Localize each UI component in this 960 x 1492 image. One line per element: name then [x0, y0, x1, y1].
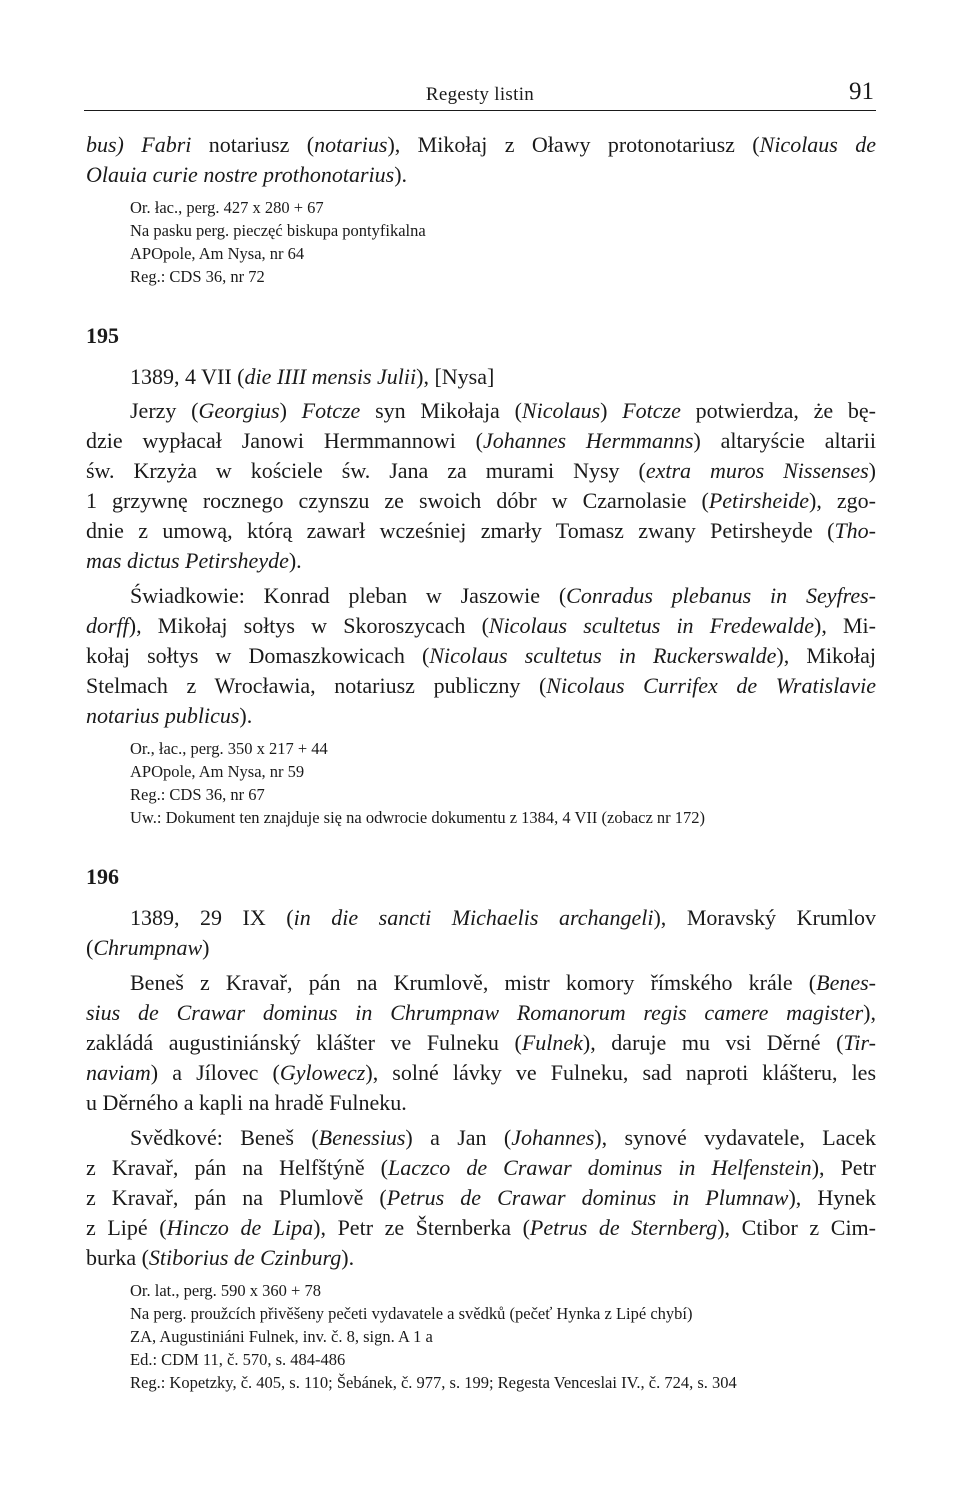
text-line: Stelmach z Wrocławia, notariusz publiczny (Nicolaus Currifex de Wratislavie [86, 673, 876, 698]
regest-entry-196 [86, 862, 876, 1394]
page-number: 91 [849, 78, 874, 105]
text-line: sius de Crawar dominus in Chrumpnaw Romanorum regis camere magister), [86, 1000, 876, 1025]
entry-number: 195 [86, 323, 119, 348]
intro-paragraph [86, 130, 876, 190]
text-line: św. Krzyża w kościele św. Jana za murami Nysy (extra muros Nissenses) [86, 458, 876, 483]
source-note: Na perg. proužcích přivěšeny pečeti vydavatele a svědků (pečeť Hynka z Lipé chybí) [130, 1304, 693, 1323]
entry-number: 196 [86, 864, 119, 889]
page-content [86, 130, 876, 1394]
text-line: zakládá augustiniánský klášter ve Fulneku (Fulnek), daruje mu vsi Děrné (Tir- [86, 1030, 876, 1055]
entry-witnesses [86, 581, 876, 731]
text-line: 1389, 29 IX (in die sancti Michaelis archangeli), Moravský Krumlov [130, 905, 877, 930]
entry-summary [86, 968, 876, 1118]
text-line: naviam) a Jílovec (Gylowecz), solné lávky ve Fulneku, sad naproti klášteru, les [86, 1060, 877, 1085]
text-line: u Děrného a kapli na hradě Fulneku. [86, 1090, 407, 1115]
source-note: Or., łac., perg. 350 x 217 + 44 [130, 739, 328, 758]
source-note: APOpole, Am Nysa, nr 59 [130, 762, 305, 781]
text-line: 1 grzywnę rocznego czynszu ze swoich dóbr w Czarnolasie (Petirsheide), zgo- [86, 488, 876, 513]
source-note: Or. łac., perg. 427 x 280 + 67 [130, 198, 324, 217]
text-line: dzie wypłacał Janowi Hermmannowi (Johannes Hermmanns) altaryście altarii [86, 428, 876, 453]
text-line: dorff), Mikołaj sołtys w Skoroszycach (Nicolaus scultetus in Fredewalde), Mi- [86, 613, 876, 638]
entry-summary [86, 396, 876, 576]
text-line: z Kravař, pán na Plumlově (Petrus de Crawar dominus in Plumnaw), Hynek [86, 1185, 876, 1210]
entry-date-line [86, 903, 876, 963]
text-line: bus) Fabri notariusz (notarius), Mikołaj z Oławy protonotariusz (Nicolaus de [86, 132, 877, 157]
text-line: Jerzy (Georgius) Fotcze syn Mikołaja (Nicolaus) Fotcze potwierdza, że bę- [130, 398, 877, 423]
text-line: notarius publicus). [86, 703, 253, 728]
text-line: kołaj sołtys w Domaszkowicach (Nicolaus scultetus in Ruckerswalde), Mikołaj [86, 643, 876, 668]
source-note: ZA, Augustiniáni Fulnek, inv. č. 8, sign. A 1 a [130, 1327, 433, 1346]
source-note: Reg.: CDS 36, nr 67 [130, 785, 265, 804]
text-line: burka (Stiborius de Czinburg). [86, 1245, 355, 1270]
source-note: Reg.: CDS 36, nr 72 [130, 267, 265, 286]
source-note: APOpole, Am Nysa, nr 64 [130, 244, 305, 263]
entry-date-line [86, 362, 876, 392]
entry-witnesses [86, 1123, 876, 1273]
entry-source-notes [86, 1279, 876, 1394]
text-line: Świadkowie: Konrad pleban w Jaszowie (Conradus plebanus in Seyfres- [130, 583, 876, 608]
source-note: Uw.: Dokument ten znajduje się na odwrocie dokumentu z 1384, 4 VII (zobacz nr 172) [130, 808, 706, 827]
text-line: mas dictus Petirsheyde). [86, 548, 302, 573]
intro-source-notes [86, 196, 876, 288]
text-line: Svědkové: Beneš (Benessius) a Jan (Johannes), synové vydavatele, Lacek [130, 1125, 876, 1150]
entry-source-notes [86, 737, 876, 829]
text-line: 1389, 4 VII (die IIII mensis Julii), [Nysa] [130, 364, 495, 389]
regest-entry-195 [86, 321, 876, 829]
source-note: Reg.: Kopetzky, č. 405, s. 110; Šebánek, č. 977, s. 199; Regesta Venceslai IV., č. 724, s. 304 [130, 1373, 737, 1392]
text-line: Beneš z Kravař, pán na Krumlově, mistr komory římského krále (Benes- [130, 970, 876, 995]
text-line: Olauia curie nostre prothonotarius). [86, 162, 408, 187]
running-title: Regesty listin [425, 84, 535, 105]
page-header [84, 78, 876, 111]
text-line: dnie z umową, którą zawarł wcześniej zmarły Tomasz zwany Petirsheyde (Tho- [86, 518, 876, 543]
text-line: (Chrumpnaw) [86, 935, 210, 960]
text-line: z Lipé (Hinczo de Lipa), Petr ze Šternberka (Petrus de Sternberg), Ctibor z Cim- [86, 1215, 876, 1240]
text-line: z Kravař, pán na Helfštýně (Laczco de Crawar dominus in Helfenstein), Petr [86, 1155, 877, 1180]
source-note: Ed.: CDM 11, č. 570, s. 484-486 [130, 1350, 346, 1369]
source-note: Na pasku perg. pieczęć biskupa pontyfikalna [130, 221, 426, 240]
source-note: Or. lat., perg. 590 x 360 + 78 [130, 1281, 321, 1300]
